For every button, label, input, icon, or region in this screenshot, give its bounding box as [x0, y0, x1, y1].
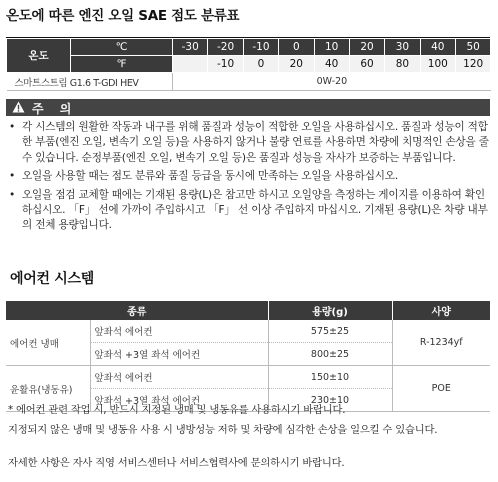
item-cell: 앞좌석 +3열 좌석 에어컨	[90, 389, 268, 412]
temperature-table	[6, 38, 491, 91]
viscosity-grade: 0W-20	[173, 73, 491, 91]
item-cell: 앞좌석 +3열 좌석 에어컨	[90, 343, 268, 366]
section-title-aircon: 에어컨 시스템	[10, 271, 94, 287]
item-cell: 앞좌석 에어컨	[90, 320, 268, 343]
note-line: 지정되지 않은 냉매 및 냉동유 사용 시 냉방성능 저하 및 차량에 심각한 손상을 일으킬 수 있습니다.	[8, 424, 438, 436]
celsius-cell: -10	[243, 39, 278, 56]
engine-model: 스마트스트림 G1.6 T-GDI HEV	[7, 73, 173, 91]
fahrenheit-spacer	[173, 56, 208, 73]
celsius-cell: 0	[279, 39, 314, 56]
fahrenheit-unit: ℉	[71, 56, 173, 73]
celsius-cell: 40	[420, 39, 455, 56]
aircon-table	[6, 301, 490, 412]
item-cell: 앞좌석 에어컨	[90, 366, 268, 389]
note-line: 자세한 사항은 자사 직영 서비스센터나 서비스협력사에 문의하시기 바랍니다.	[8, 457, 345, 469]
caution-title: 주 의	[32, 102, 78, 116]
temp-label: 온도	[7, 39, 71, 73]
celsius-unit: ℃	[71, 39, 173, 56]
celsius-cell: -20	[208, 39, 243, 56]
capacity-cell: 230±10	[268, 389, 392, 412]
warning-icon	[12, 101, 25, 113]
celsius-cell: 20	[349, 39, 384, 56]
capacity-cell: 150±10	[268, 366, 392, 389]
celsius-cell: 50	[456, 39, 491, 56]
spec-cell: R-1234yf	[392, 320, 490, 366]
group-name: 윤활유(냉동유)	[6, 366, 90, 412]
capacity-cell: 800±25	[268, 343, 392, 366]
fahrenheit-cell: 20	[279, 56, 314, 73]
fahrenheit-cell: 40	[314, 56, 349, 73]
fahrenheit-cell: 0	[243, 56, 278, 73]
col-header-spec: 사양	[392, 301, 490, 320]
group-name: 에어컨 냉매	[6, 320, 90, 366]
spec-cell: POE	[392, 366, 490, 412]
caution-item: • 오일을 사용할 때는 점도 분류와 품질 등급을 동시에 만족하는 오일을 사용하십시오.	[9, 170, 398, 183]
page-title: 온도에 따른 엔진 오일 SAE 점도 분류표	[6, 8, 240, 24]
col-header-type: 종류	[6, 301, 268, 320]
fahrenheit-cell: -10	[208, 56, 243, 73]
celsius-cell: 30	[385, 39, 420, 56]
caution-list	[6, 120, 490, 237]
caution-item: • 각 시스템의 원활한 작동과 내구를 위해 품질과 성능이 적합한 오일을 사용하십시오. 품질과 성능이 적합한 부품(엔진 오일, 변속기 오일 등)을 사용하지 않거나 불량 연료를 사용하면 차량에 치명적인 손상을 줄 수 있습니다. 순정부품(엔진 오일, 변속기 오일 등)은 품질과 성능을 자사가 보증하는 부품입니다.	[9, 121, 489, 164]
caution-header	[6, 99, 490, 116]
table-row	[6, 366, 490, 389]
fahrenheit-cell: 80	[385, 56, 420, 73]
celsius-cell: 10	[314, 39, 349, 56]
note-line: * 에어컨 관련 작업 시, 반드시 지정된 냉매 및 냉동유를 사용하시기 바랍니다.	[8, 404, 346, 416]
col-header-capacity: 용량(g)	[268, 301, 392, 320]
capacity-cell: 575±25	[268, 320, 392, 343]
caution-item: • 오일을 점검 교체할 때에는 기재된 용량(L)은 참고만 하시고 오일양을 측정하는 게이지를 이용하여 확인하십시오. 「F」 선에 가까이 주입하시고 「F」 선 이상 주입하지 마십시오. 기재된 용량(L)은 차량 내부의 전체 용량입니다.	[9, 188, 488, 232]
celsius-cell: -30	[173, 39, 208, 56]
fahrenheit-cell: 120	[456, 56, 491, 73]
table-row	[6, 320, 490, 343]
fahrenheit-cell: 60	[349, 56, 384, 73]
fahrenheit-cell: 100	[420, 56, 455, 73]
